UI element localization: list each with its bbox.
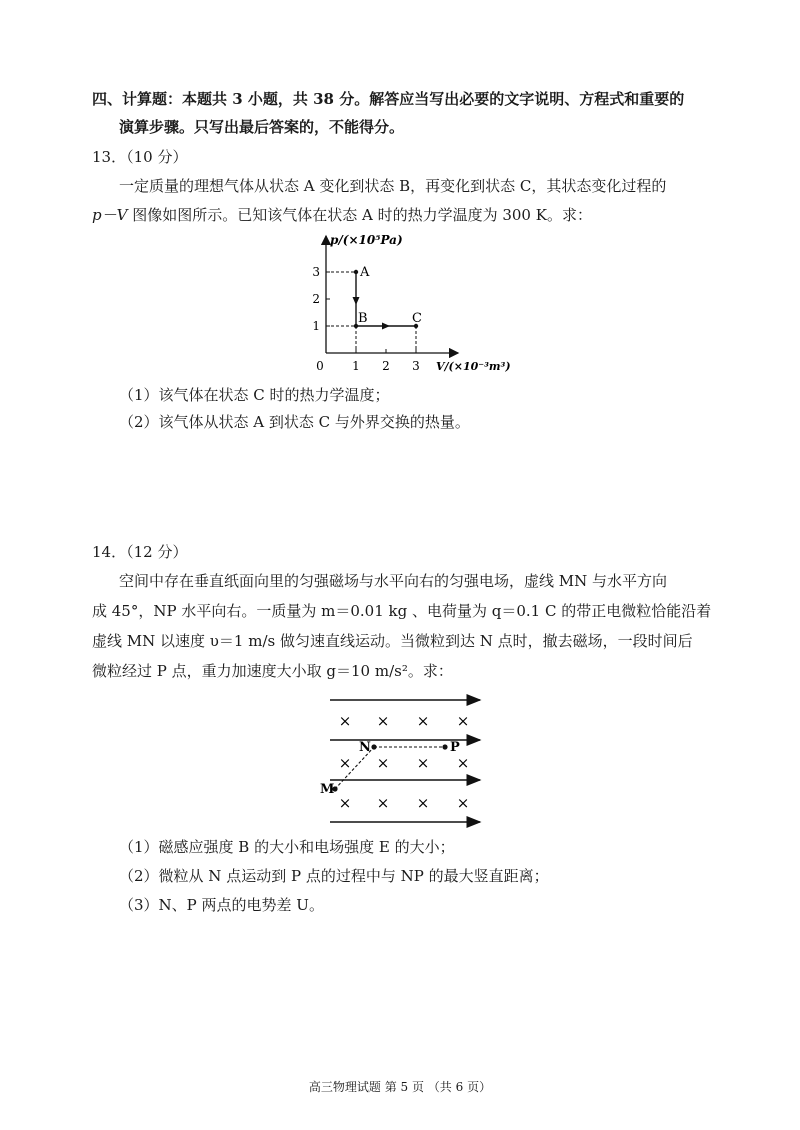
pv-x-label: V/(×10⁻³m³) [436,360,511,373]
label-p: P [450,740,460,755]
pv-y-label: p/(×10⁵Pa) [330,233,403,247]
b-cross: × [456,712,470,730]
pv-y-tick-1: 1 [312,319,320,333]
q13-part-2: （2）该气体从状态 A 到状态 C 与外界交换的热量。 [119,413,470,431]
b-cross: × [376,712,390,730]
pv-point-a [354,270,358,274]
point-p [442,744,447,749]
q13-stem-line-2-text: 图像如图所示。已知该气体在状态 A 时的热力学温度为 300 K。求： [127,206,592,224]
b-cross: × [376,754,390,772]
b-cross: × [338,794,352,812]
b-cross: × [456,794,470,812]
q14-stem-line-4: 微粒经过 P 点，重力加速度大小取 g＝10 m/s²。求： [92,662,453,680]
pv-y-tick-2: 2 [312,292,320,306]
pv-origin-label: 0 [316,359,324,373]
q14-stem-line-2: 成 45°，NP 水平向右。一质量为 m＝0.01 kg 、电荷量为 q＝0.1 C 的带正电微粒恰能沿着 [92,602,712,620]
pv-graph [290,228,530,382]
section-header-line-2: 演算步骤。只写出最后答案的，不能得分。 [119,118,405,136]
page-footer: 高三物理试题 第 5 页 （共 6 页） [308,1080,492,1094]
b-cross: × [416,754,430,772]
pv-point-a-label: A [360,265,370,280]
q14-stem-line-3: 虚线 MN 以速度 υ＝1 m/s 做匀速直线运动。当微粒到达 N 点时，撤去磁场，一段时间后 [92,632,693,650]
q13-pv-symbol: p－V [92,206,128,224]
q14-stem-line-1: 空间中存在垂直纸面向里的匀强磁场与水平向右的匀强电场，虚线 MN 与水平方向 [119,572,668,590]
pv-y-tick-3: 3 [312,265,320,279]
pv-x-tick-2: 2 [382,359,390,373]
pv-x-tick-1: 1 [352,359,360,373]
b-cross: × [416,712,430,730]
pv-point-b-label: B [358,311,368,326]
b-cross: × [338,754,352,772]
b-cross: × [376,794,390,812]
q13-stem-line-1: 一定质量的理想气体从状态 A 变化到状态 B，再变化到状态 C，其状态变化过程的 [119,177,667,195]
q14-part-1: （1）磁感应强度 B 的大小和电场强度 E 的大小； [119,838,455,856]
b-cross: × [456,754,470,772]
b-cross: × [416,794,430,812]
q14-part-3: （3）N、P 两点的电势差 U。 [119,896,324,914]
label-m: M [320,782,335,797]
pv-x-tick-3: 3 [412,359,420,373]
q14-number: 14．（12 分） [92,543,188,561]
b-cross: × [338,712,352,730]
field-figure [310,688,490,834]
q13-number: 13．（10 分） [92,148,188,166]
q13-part-1: （1）该气体在状态 C 时的热力学温度； [119,386,390,404]
pv-point-c-label: C [412,311,422,326]
section-header-line-1: 四、计算题：本题共 3 小题，共 38 分。解答应当写出必要的文字说明、方程式和重要的 [92,90,685,108]
q13-stem-line-2 [92,204,592,226]
q14-part-2: （2）微粒从 N 点运动到 P 点的过程中与 NP 的最大竖直距离； [119,867,549,885]
label-n: N [359,740,371,755]
point-n [371,744,376,749]
